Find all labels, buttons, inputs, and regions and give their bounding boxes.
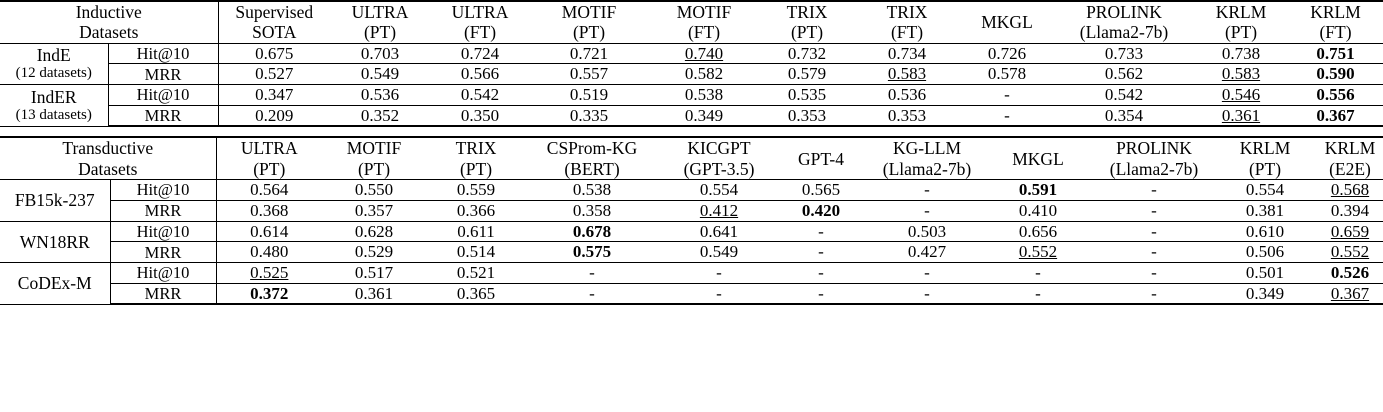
cell-value: 0.503 [862, 221, 992, 242]
cell-value: 0.554 [658, 180, 780, 201]
cell-value: 0.367 [1306, 283, 1383, 304]
metric-label: MRR [108, 64, 218, 85]
cell-value: 0.562 [1054, 64, 1194, 85]
cell-value: 0.361 [1194, 105, 1288, 126]
cell-value: - [658, 262, 780, 283]
column-header: ULTRA (PT) [330, 1, 430, 43]
cell-value: - [526, 262, 658, 283]
column-header: KRLM (PT) [1224, 137, 1306, 179]
cell-value: 0.347 [218, 85, 330, 106]
cell-value: 0.564 [216, 180, 322, 201]
cell-value: - [1084, 200, 1224, 221]
cell-value: 0.559 [426, 180, 526, 201]
cell-value: 0.550 [322, 180, 426, 201]
column-header: TRIX (FT) [854, 1, 960, 43]
cell-value: - [780, 242, 862, 263]
cell-value: 0.427 [862, 242, 992, 263]
cell-value: 0.721 [530, 43, 648, 64]
metric-label: MRR [110, 200, 216, 221]
metric-label: Hit@10 [110, 262, 216, 283]
cell-value: 0.575 [526, 242, 658, 263]
column-header: Supervised SOTA [218, 1, 330, 43]
cell-value: 0.546 [1194, 85, 1288, 106]
table-row [0, 85, 1383, 106]
inductive-results-table [0, 0, 1383, 127]
inductive-header-row [0, 1, 1383, 43]
cell-value: 0.590 [1288, 64, 1383, 85]
cell-value: 0.536 [330, 85, 430, 106]
cell-value: 0.335 [530, 105, 648, 126]
table-row [0, 43, 1383, 64]
cell-value: 0.517 [322, 262, 426, 283]
cell-value: 0.538 [526, 180, 658, 201]
cell-value: 0.420 [780, 200, 862, 221]
cell-value: 0.542 [430, 85, 530, 106]
cell-value: 0.565 [780, 180, 862, 201]
cell-value: 0.519 [530, 85, 648, 106]
cell-value: 0.738 [1194, 43, 1288, 64]
cell-value: 0.514 [426, 242, 526, 263]
table-row [0, 283, 1383, 304]
cell-value: - [862, 200, 992, 221]
metric-label: Hit@10 [108, 85, 218, 106]
column-header: KG-LLM (Llama2-7b) [862, 137, 992, 179]
column-header: MOTIF (PT) [322, 137, 426, 179]
cell-value: - [526, 283, 658, 304]
cell-value: 0.506 [1224, 242, 1306, 263]
cell-value: 0.501 [1224, 262, 1306, 283]
cell-value: 0.367 [1288, 105, 1383, 126]
cell-value: 0.611 [426, 221, 526, 242]
cell-value: 0.554 [1224, 180, 1306, 201]
column-header: PROLINK (Llama2-7b) [1054, 1, 1194, 43]
cell-value: 0.552 [992, 242, 1084, 263]
cell-value: 0.410 [992, 200, 1084, 221]
cell-value: 0.349 [1224, 283, 1306, 304]
cell-value: 0.703 [330, 43, 430, 64]
cell-value: 0.610 [1224, 221, 1306, 242]
column-header: KRLM (PT) [1194, 1, 1288, 43]
cell-value: 0.209 [218, 105, 330, 126]
cell-value: 0.354 [1054, 105, 1194, 126]
row-group-label-inder: IndER (13 datasets) [0, 85, 108, 127]
table-row [0, 180, 1383, 201]
cell-value: 0.412 [658, 200, 780, 221]
cell-value: 0.353 [760, 105, 854, 126]
cell-value: 0.352 [330, 105, 430, 126]
cell-value: 0.480 [216, 242, 322, 263]
cell-value: - [992, 262, 1084, 283]
column-header: MOTIF (FT) [648, 1, 760, 43]
transductive-header-row [0, 137, 1383, 179]
cell-value: 0.583 [854, 64, 960, 85]
cell-value: 0.557 [530, 64, 648, 85]
cell-value: 0.579 [760, 64, 854, 85]
cell-value: 0.361 [322, 283, 426, 304]
column-header: MKGL [960, 1, 1054, 43]
cell-value: 0.549 [330, 64, 430, 85]
metric-label: Hit@10 [110, 221, 216, 242]
column-header: ULTRA (PT) [216, 137, 322, 179]
cell-value: 0.724 [430, 43, 530, 64]
cell-value: 0.556 [1288, 85, 1383, 106]
cell-value: - [1084, 242, 1224, 263]
table-row [0, 221, 1383, 242]
cell-value: 0.568 [1306, 180, 1383, 201]
cell-value: - [658, 283, 780, 304]
cell-value: 0.350 [430, 105, 530, 126]
metric-label: Hit@10 [108, 43, 218, 64]
cell-value: - [960, 105, 1054, 126]
cell-value: - [992, 283, 1084, 304]
cell-value: 0.358 [526, 200, 658, 221]
column-header: CSProm-KG (BERT) [526, 137, 658, 179]
cell-value: 0.740 [648, 43, 760, 64]
cell-value: 0.552 [1306, 242, 1383, 263]
metric-label: Hit@10 [110, 180, 216, 201]
column-header: MOTIF (PT) [530, 1, 648, 43]
table-row [0, 64, 1383, 85]
cell-value: - [862, 262, 992, 283]
cell-value: 0.353 [854, 105, 960, 126]
cell-value: 0.675 [218, 43, 330, 64]
column-header: ULTRA (FT) [430, 1, 530, 43]
transductive-results-table [0, 136, 1383, 305]
metric-label: MRR [108, 105, 218, 126]
cell-value: 0.538 [648, 85, 760, 106]
transductive-corner-label: Transductive Datasets [0, 137, 216, 179]
table-row [0, 105, 1383, 126]
column-header: KRLM (FT) [1288, 1, 1383, 43]
cell-value: - [1084, 262, 1224, 283]
cell-value: 0.751 [1288, 43, 1383, 64]
cell-value: 0.549 [658, 242, 780, 263]
column-header: GPT-4 [780, 137, 862, 179]
table-row [0, 242, 1383, 263]
table-row [0, 200, 1383, 221]
cell-value: 0.591 [992, 180, 1084, 201]
cell-value: - [1084, 221, 1224, 242]
row-group-label-inde: IndE (12 datasets) [0, 43, 108, 84]
cell-value: 0.525 [216, 262, 322, 283]
cell-value: - [862, 283, 992, 304]
cell-value: - [780, 262, 862, 283]
row-group-label-codex-m: CoDEx-M [0, 262, 110, 304]
cell-value: 0.394 [1306, 200, 1383, 221]
cell-value: 0.366 [426, 200, 526, 221]
cell-value: 0.656 [992, 221, 1084, 242]
cell-value: 0.529 [322, 242, 426, 263]
row-group-label-fb15k237: FB15k-237 [0, 180, 110, 221]
table-separator [0, 127, 1383, 136]
cell-value: 0.521 [426, 262, 526, 283]
cell-value: 0.726 [960, 43, 1054, 64]
cell-value: 0.349 [648, 105, 760, 126]
cell-value: - [1084, 283, 1224, 304]
cell-value: 0.526 [1306, 262, 1383, 283]
inductive-corner-label: Inductive Datasets [0, 1, 218, 43]
cell-value: 0.368 [216, 200, 322, 221]
cell-value: - [780, 221, 862, 242]
cell-value: 0.578 [960, 64, 1054, 85]
cell-value: 0.535 [760, 85, 854, 106]
cell-value: 0.527 [218, 64, 330, 85]
cell-value: 0.365 [426, 283, 526, 304]
column-header: PROLINK (Llama2-7b) [1084, 137, 1224, 179]
metric-label: MRR [110, 283, 216, 304]
cell-value: 0.372 [216, 283, 322, 304]
cell-value: 0.641 [658, 221, 780, 242]
column-header: KICGPT (GPT-3.5) [658, 137, 780, 179]
cell-value: 0.582 [648, 64, 760, 85]
cell-value: 0.614 [216, 221, 322, 242]
cell-value: 0.734 [854, 43, 960, 64]
column-header: MKGL [992, 137, 1084, 179]
cell-value: - [1084, 180, 1224, 201]
column-header: TRIX (PT) [426, 137, 526, 179]
column-header: TRIX (PT) [760, 1, 854, 43]
cell-value: 0.357 [322, 200, 426, 221]
cell-value: 0.583 [1194, 64, 1288, 85]
cell-value: - [960, 85, 1054, 106]
cell-value: 0.566 [430, 64, 530, 85]
table-row [0, 262, 1383, 283]
cell-value: 0.732 [760, 43, 854, 64]
cell-value: 0.381 [1224, 200, 1306, 221]
cell-value: - [780, 283, 862, 304]
cell-value: 0.542 [1054, 85, 1194, 106]
column-header: KRLM (E2E) [1306, 137, 1383, 179]
cell-value: - [862, 180, 992, 201]
cell-value: 0.733 [1054, 43, 1194, 64]
cell-value: 0.536 [854, 85, 960, 106]
cell-value: 0.628 [322, 221, 426, 242]
metric-label: MRR [110, 242, 216, 263]
cell-value: 0.678 [526, 221, 658, 242]
cell-value: 0.659 [1306, 221, 1383, 242]
row-group-label-wn18rr: WN18RR [0, 221, 110, 262]
